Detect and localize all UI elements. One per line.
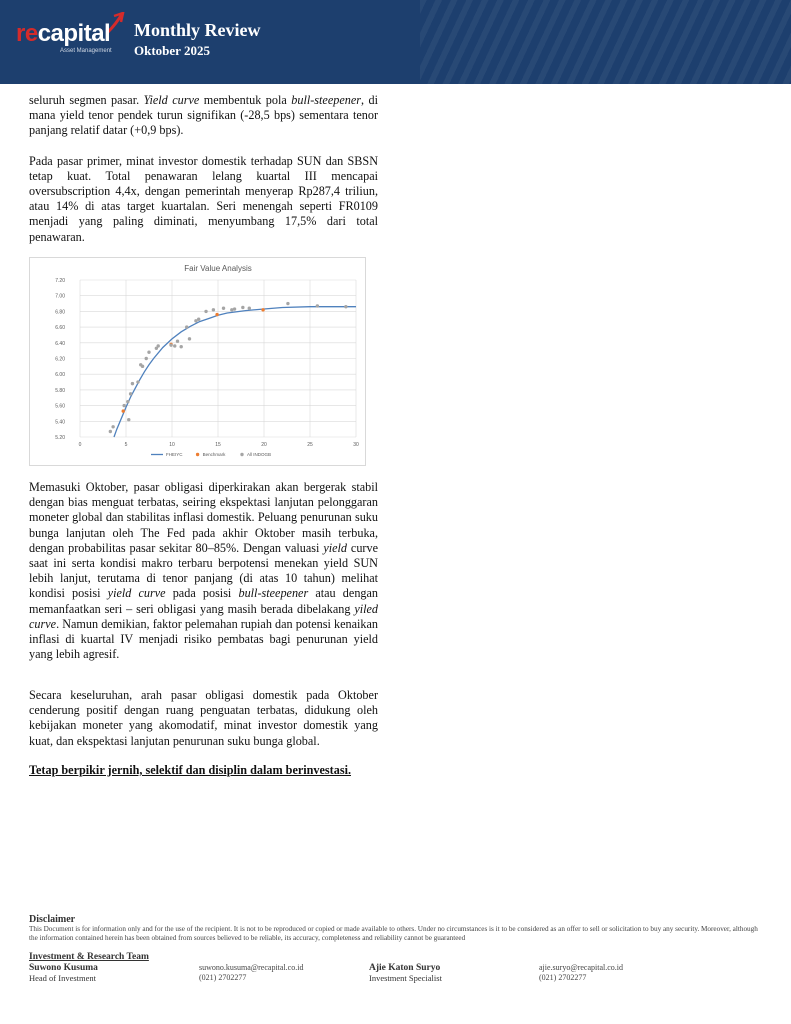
- text-run: curve saat ini serta kondisi makro terbaru berpotensi menekan yield SUN lebih lanjut, terutama di tenor panjang (di atas 10 tahun) melihat kondisi posisi: [29, 540, 378, 601]
- y-tick-label: 7.00: [55, 293, 65, 300]
- text-run: atau dengan memanfaatkan seri – seri obligasi yang masih berada dibelakang: [29, 586, 379, 616]
- text-run: bull-steepener: [238, 586, 309, 601]
- data-point-all-indogb: [145, 357, 148, 360]
- data-point-all-indogb: [233, 307, 236, 310]
- data-point-benchmark: [215, 313, 218, 316]
- team-member-1-contact: [199, 963, 303, 983]
- data-point-all-indogb: [122, 404, 125, 407]
- data-point-all-indogb: [141, 365, 144, 368]
- text-run: bull-steepener: [291, 93, 361, 107]
- text-run: seluruh segmen pasar.: [29, 93, 144, 107]
- member-name: Ajie Katon Suryo: [369, 963, 441, 973]
- legend-swatch: [240, 453, 243, 456]
- y-tick-label: 7.20: [55, 278, 65, 284]
- data-point-all-indogb: [129, 392, 132, 395]
- text-run: Memasuki Oktober, pasar obligasi diperkirakan akan bergerak stabil dengan bias menguat terbatas, seiring ekspektasi lanjutan pelonggaran moneter global dan stabilitas inflasi domestik. Peluang penurunan suku bunga lanjutan oleh The Fed pada akhir Oktober masih terbuka, dengan probabilitas pasar sekitar 80–85%. Dengan valuasi: [29, 480, 378, 555]
- data-point-all-indogb: [204, 310, 207, 313]
- team-member-2-contact: [539, 963, 623, 983]
- x-tick-label: 0: [78, 442, 82, 448]
- legend-swatch: [196, 453, 199, 456]
- y-tick-label: 5.40: [55, 419, 65, 426]
- text-run: yield curve: [107, 586, 166, 601]
- data-point-all-indogb: [212, 308, 215, 311]
- y-tick-label: 6.00: [55, 372, 65, 379]
- data-point-all-indogb: [176, 340, 179, 343]
- member-role: Head of Investment: [29, 973, 97, 983]
- body-text: [29, 93, 378, 260]
- data-point-all-indogb: [109, 430, 112, 433]
- x-tick-label: 30: [353, 442, 359, 448]
- legend-label: Benchmark: [202, 452, 226, 457]
- member-role: Investment Specialist: [369, 973, 442, 983]
- data-point-all-indogb: [241, 306, 244, 309]
- data-point-all-indogb: [173, 344, 176, 347]
- data-point-all-indogb: [136, 380, 139, 383]
- legend-label: All INDOGB: [247, 452, 272, 457]
- member-phone: (021) 2702277: [539, 973, 587, 982]
- paragraph-primary-market: Pada pasar primer, minat investor domestik terhadap SUN dan SBSN tetap kuat. Total penawaran lelang kuartal III mencapai oversubscription 4,4x, dengan pemerintah menyerap Rp287,4 triliun, atau 14% di atas target kuartalan. Seri menengah seperti FR0109 menjadi yang paling diminati, menyumbang 17,5% dari total penawaran.: [29, 153, 378, 244]
- data-point-all-indogb: [180, 345, 183, 348]
- y-tick-label: 6.80: [55, 309, 65, 316]
- team-member-2: [369, 963, 442, 983]
- data-point-all-indogb: [127, 418, 130, 421]
- text-run: yiled curve: [29, 601, 378, 631]
- data-point-all-indogb: [157, 344, 160, 347]
- disclaimer-title: Disclaimer: [29, 914, 76, 925]
- header-pattern: [420, 0, 791, 84]
- y-tick-label: 6.60: [55, 325, 65, 332]
- text-run: yield: [323, 540, 348, 555]
- logo-capital: capital: [37, 20, 111, 47]
- paragraph-yield-curve: [29, 93, 378, 139]
- chart-svg: [30, 258, 365, 465]
- data-point-all-indogb: [248, 307, 251, 310]
- report-period: Oktober 2025: [134, 43, 210, 58]
- paragraph-outlook: [29, 480, 378, 662]
- x-tick-label: 25: [307, 442, 313, 448]
- data-point-all-indogb: [111, 425, 114, 428]
- member-email: ajie.suryo@recapital.co.id: [539, 963, 623, 972]
- x-tick-label: 5: [124, 442, 128, 448]
- y-tick-label: 6.20: [55, 356, 65, 363]
- y-tick-label: 5.20: [55, 435, 65, 441]
- x-tick-label: 10: [169, 442, 175, 448]
- data-point-all-indogb: [286, 302, 289, 305]
- disclaimer-text: This Document is for information only and for the use of the recipient. It is not to be reproduced or copied or made available to others. Under no circumstances is it to be considered as an offer to sell or solicitation to buy any security. Moreover, although the information contained herein has been obtained from sources believed to be reliable, its accuracy, completeness and reliability cannot be guaranteed: [29, 925, 758, 942]
- legend-label: FHEIYC: [166, 452, 183, 457]
- data-point-all-indogb: [197, 318, 200, 321]
- report-title: Monthly Review: [134, 20, 261, 40]
- x-tick-label: 20: [261, 442, 267, 448]
- text-run: membentuk pola: [199, 93, 292, 107]
- text-run: Yield curve: [143, 93, 200, 107]
- data-point-all-indogb: [131, 382, 134, 385]
- chart-title: Fair Value Analysis: [184, 264, 252, 273]
- team-member-1: [29, 963, 98, 983]
- y-tick-label: 5.80: [55, 387, 65, 394]
- y-tick-label: 6.40: [55, 340, 65, 347]
- x-tick-label: 15: [215, 442, 221, 448]
- data-point-benchmark: [261, 308, 264, 311]
- data-point-all-indogb: [188, 337, 191, 340]
- member-email: suwono.kusuma@recapital.co.id: [199, 963, 304, 972]
- data-point-all-indogb: [316, 304, 319, 307]
- logo-wordmark: [16, 20, 110, 48]
- team-title: Investment & Research Team: [29, 952, 149, 962]
- data-point-all-indogb: [169, 343, 172, 346]
- text-run: . Namun demikian, faktor pelemahan rupiah dan potensi kenaikan inflasi di kuartal IV menjadi risiko pembatas bagi penurunan yield yang lebih agresif.: [29, 616, 378, 662]
- member-name: Suwono Kusuma: [29, 963, 98, 973]
- data-point-benchmark: [122, 409, 125, 412]
- text-run: pada posisi: [165, 586, 239, 601]
- series-line-fheiyc: [114, 307, 356, 437]
- logo-re: re: [16, 20, 38, 47]
- data-point-all-indogb: [222, 307, 225, 310]
- company-logo: [16, 12, 126, 60]
- y-tick-label: 5.60: [55, 403, 65, 410]
- text-run: , di mana yield tenor pendek turun signifikan (-28,5 bps) sementara tenor panjang relatif datar (+0,9 bps).: [29, 93, 378, 138]
- data-point-all-indogb: [147, 351, 150, 354]
- page-header: [0, 0, 791, 84]
- data-point-all-indogb: [344, 305, 347, 308]
- data-point-all-indogb: [185, 325, 188, 328]
- member-phone: (021) 2702277: [199, 973, 247, 982]
- logo-subtitle: Asset Management: [60, 48, 112, 54]
- data-point-all-indogb: [126, 400, 129, 403]
- closing-statement: Tetap berpikir jernih, selektif dan disiplin dalam berinvestasi.: [29, 763, 351, 777]
- fair-value-chart: [29, 257, 366, 466]
- paragraph-summary: Secara keseluruhan, arah pasar obligasi domestik pada Oktober cenderung positif dengan ruang penguatan terbatas, didukung oleh kebijakan moneter yang akomodatif, minat investor domestik yang kuat, dan ekspektasi lanjutan penurunan suku bunga global.: [29, 688, 378, 748]
